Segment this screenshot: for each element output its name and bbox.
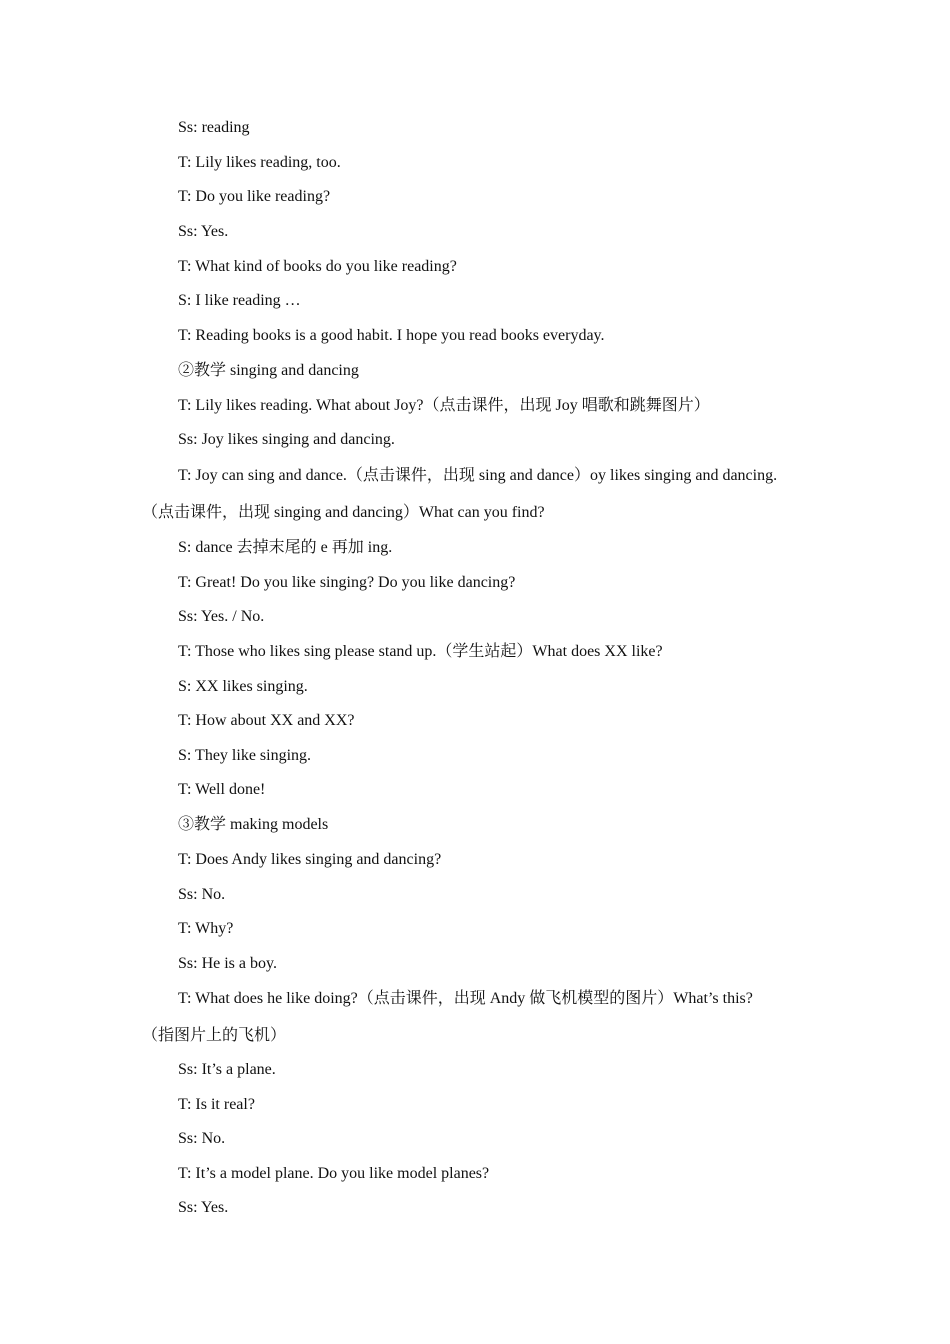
dialogue-line: Ss: He is a boy.: [178, 955, 277, 972]
dialogue-line: T: How about XX and XX?: [178, 712, 355, 729]
dialogue-line: Ss: reading: [178, 119, 250, 136]
dialogue-line: T: Why?: [178, 920, 234, 937]
dialogue-line: T: What kind of books do you like reading?: [178, 258, 457, 275]
dialogue-line: T: Well done!: [178, 781, 266, 798]
dialogue-line: T: It’s a model plane. Do you like model planes?: [178, 1165, 490, 1182]
dialogue-line: S: XX likes singing.: [178, 678, 308, 695]
dialogue-line-continuation: （点击课件，出现 singing and dancing）What can you find?: [142, 504, 545, 521]
dialogue-line: Ss: Yes.: [178, 1199, 229, 1216]
section-heading: ②教学 singing and dancing: [178, 362, 359, 379]
dialogue-line: S: I like reading …: [178, 292, 301, 309]
dialogue-line: Ss: No.: [178, 1130, 226, 1147]
dialogue-line: T: Is it real?: [178, 1096, 255, 1113]
dialogue-line: T: Does Andy likes singing and dancing?: [178, 851, 442, 868]
dialogue-line: Ss: It’s a plane.: [178, 1061, 276, 1078]
dialogue-line: T: Lily likes reading. What about Joy?（点击课件，出现 Joy 唱歌和跳舞图片）: [178, 397, 710, 414]
dialogue-line: Ss: Yes.: [178, 223, 229, 240]
section-heading: ③教学 making models: [178, 816, 329, 833]
dialogue-line: T: Those who likes sing please stand up.（学生站起）What does XX like?: [178, 643, 663, 660]
dialogue-line: T: Great! Do you like singing? Do you like dancing?: [178, 574, 516, 591]
dialogue-line: T: Do you like reading?: [178, 188, 331, 205]
dialogue-line: T: Reading books is a good habit. I hope you read books everyday.: [178, 327, 605, 344]
dialogue-line: T: Joy can sing and dance.（点击课件，出现 sing and dance）oy likes singing and dancing.: [178, 467, 778, 484]
dialogue-line: Ss: Joy likes singing and dancing.: [178, 431, 395, 448]
dialogue-line: T: What does he like doing?（点击课件，出现 Andy 做飞机模型的图片）What’s this?: [178, 990, 753, 1007]
dialogue-line: T: Lily likes reading, too.: [178, 154, 341, 171]
dialogue-line: S: dance 去掉末尾的 e 再加 ing.: [178, 539, 393, 556]
dialogue-line: S: They like singing.: [178, 747, 312, 764]
dialogue-line: Ss: Yes. / No.: [178, 608, 265, 625]
dialogue-line: Ss: No.: [178, 886, 226, 903]
dialogue-line-continuation: （指图片上的飞机）: [142, 1027, 287, 1044]
